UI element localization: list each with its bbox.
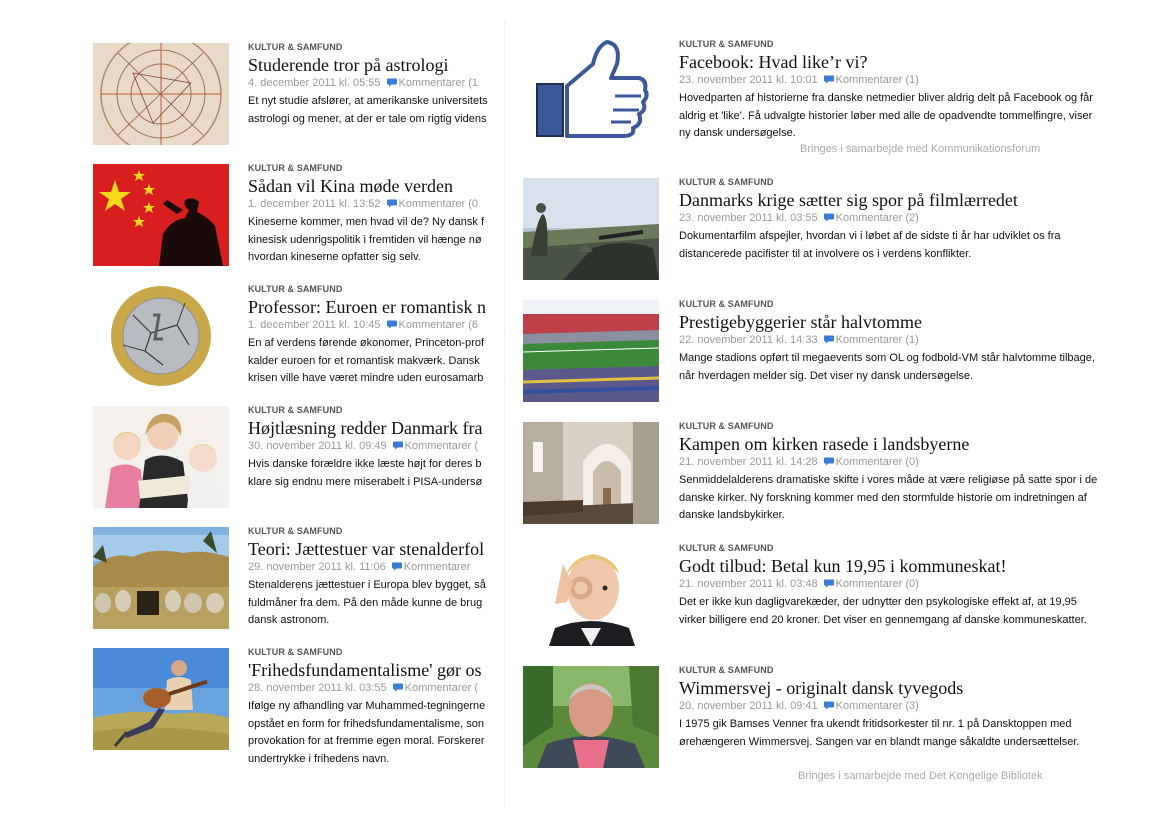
- article-thumbnail-cracked-euro-coin[interactable]: [93, 285, 229, 387]
- article-meta: [248, 318, 486, 332]
- teaser-line: Ifølge ny afhandling var Muhammed-tegningerne: [248, 700, 486, 712]
- article-meta: [248, 76, 488, 90]
- article-meta: [679, 699, 1099, 713]
- article-category: KULTUR & SAMFUND: [679, 543, 774, 553]
- speech-bubble-icon: [824, 75, 834, 84]
- comments-link[interactable]: Kommentarer (: [404, 682, 478, 694]
- article-date: 21. november 2011 kl. 03:48: [679, 578, 818, 590]
- teaser-line: dansk astronom.: [248, 614, 330, 626]
- partner-credit: Bringes i samarbejde med Kommunikationsforum: [800, 143, 1041, 155]
- article-thumbnail-guitar-player[interactable]: [93, 648, 229, 750]
- teaser-line: Hvis danske forældre ikke læste højt for deres b: [248, 458, 482, 470]
- speech-bubble-icon: [824, 335, 834, 344]
- comments-link[interactable]: Kommentarer (1: [398, 77, 478, 89]
- teaser-line: klare sig endnu mere miserabelt i PISA-undersø: [248, 475, 483, 488]
- comments-link[interactable]: Kommentarer (0: [398, 198, 478, 210]
- teaser-line: opstået en form for frihedsfundamentalisme, son: [248, 717, 485, 730]
- article-meta: [248, 681, 485, 695]
- speech-bubble-icon: [824, 213, 834, 222]
- right-article-column: [504, 0, 1124, 827]
- article-title-link[interactable]: Sådan vil Kina møde verden: [248, 176, 453, 196]
- teaser-line: Kineserne kommer, men hvad vil de? Ny dansk f: [248, 216, 485, 228]
- teaser-line: astrologi og mener, at der er tale om rigtig videns: [248, 112, 487, 125]
- article-meta: [248, 197, 484, 211]
- teaser-line: En af verdens førende økonomer, Princeton-prof: [248, 337, 485, 349]
- comments-link[interactable]: Kommentarer (0): [835, 456, 919, 468]
- article-thumbnail-facebook-like-thumb[interactable]: [523, 40, 659, 142]
- article-title-link[interactable]: 'Frihedsfundamentalisme' gør os: [248, 660, 482, 680]
- speech-bubble-icon: [824, 457, 834, 466]
- article-title-link[interactable]: Danmarks krige sætter sig spor på filmlærredet: [679, 190, 1018, 210]
- teaser-line: undertrykke i frihedens navn.: [248, 752, 390, 765]
- article-category: KULTUR & SAMFUND: [679, 39, 774, 49]
- teaser-line: fuldmåner fra dem. På den måde kunne de brug: [248, 596, 483, 609]
- article-thumbnail-stadium[interactable]: [523, 300, 659, 402]
- teaser-line: krisen ville have været mindre uden eurosamarb: [248, 372, 484, 384]
- article-thumbnail-family-reading[interactable]: [93, 406, 229, 508]
- speech-bubble-icon: [387, 78, 397, 87]
- article-category: KULTUR & SAMFUND: [248, 284, 343, 294]
- article-category: KULTUR & SAMFUND: [679, 299, 774, 309]
- article-meta: [679, 211, 1099, 225]
- article-title-link[interactable]: Kampen om kirken rasede i landsbyerne: [679, 434, 970, 454]
- article-category: KULTUR & SAMFUND: [248, 526, 343, 536]
- speech-bubble-icon: [824, 579, 834, 588]
- teaser-line: provokation for at fremme egen moral. Forskerer: [248, 735, 485, 747]
- article-thumbnail-man-ok-gesture[interactable]: [523, 544, 659, 646]
- comments-link[interactable]: Kommentarer: [403, 561, 471, 573]
- article-category: KULTUR & SAMFUND: [679, 177, 774, 187]
- partner-credit: Bringes i samarbejde med Det Kongelige Bibliotek: [798, 770, 1043, 782]
- article-date: 20. november 2011 kl. 09:41: [679, 700, 818, 712]
- article-date: 1. december 2011 kl. 10:45: [248, 319, 381, 331]
- article-teaser: [248, 214, 484, 267]
- speech-bubble-icon: [824, 701, 834, 710]
- article-meta: [679, 73, 1099, 87]
- article-title-link[interactable]: Godt tilbud: Betal kun 19,95 i kommuneskat!: [679, 556, 1007, 576]
- article-date: 22. november 2011 kl. 14:33: [679, 334, 818, 346]
- article-date: 1. december 2011 kl. 13:52: [248, 198, 381, 210]
- speech-bubble-icon: [387, 320, 397, 329]
- article-title-link[interactable]: Professor: Euroen er romantisk n: [248, 297, 486, 317]
- comments-link[interactable]: Kommentarer (2): [835, 212, 919, 224]
- speech-bubble-icon: [393, 441, 403, 450]
- teaser-line: kalder euroen for et romantisk makværk. Dansk: [248, 354, 480, 367]
- comments-link[interactable]: Kommentarer (: [404, 440, 478, 452]
- article-title-link[interactable]: Højtlæsning redder Danmark fra: [248, 418, 483, 438]
- article-date: 23. november 2011 kl. 10:01: [679, 74, 818, 86]
- article-title-link[interactable]: Studerende tror på astrologi: [248, 55, 449, 75]
- article-meta: [679, 455, 1099, 469]
- article-category: KULTUR & SAMFUND: [679, 665, 774, 675]
- article-date: 28. november 2011 kl. 03:55: [248, 682, 387, 694]
- article-teaser: Senmiddelalderens dramatiske skifte i vores måde at være religiøse på satte spor i de danske kirker. Ny forskning kommer med den stormfulde historie om indretningen af danske landsbykirker.: [679, 474, 1098, 521]
- comments-link[interactable]: Kommentarer (3): [835, 700, 919, 712]
- article-teaser: [248, 335, 486, 388]
- article-teaser: I 1975 gik Bamses Venner fra ukendt fritidsorkester til nr. 1 på Dansktoppen med ørehængeren Wimmersvej. Sangen var en blandt mange såkaldte undersættelser.: [679, 718, 1080, 748]
- article-thumbnail-astrology-chart[interactable]: [93, 43, 229, 145]
- article-category: KULTUR & SAMFUND: [248, 163, 343, 173]
- article-date: 4. december 2011 kl. 05:55: [248, 77, 381, 89]
- article-meta: [679, 577, 1099, 591]
- speech-bubble-icon: [392, 562, 402, 571]
- comments-link[interactable]: Kommentarer (1): [835, 74, 919, 86]
- article-category: KULTUR & SAMFUND: [248, 42, 343, 52]
- article-meta: [248, 439, 482, 453]
- article-category: KULTUR & SAMFUND: [679, 421, 774, 431]
- article-thumbnail-church-interior[interactable]: [523, 422, 659, 524]
- speech-bubble-icon: [393, 683, 403, 692]
- article-thumbnail-china-flag[interactable]: [93, 164, 229, 266]
- article-teaser: [248, 577, 486, 630]
- article-date: 29. november 2011 kl. 11:06: [248, 561, 386, 573]
- article-category: KULTUR & SAMFUND: [248, 405, 343, 415]
- article-date: 21. november 2011 kl. 14:28: [679, 456, 818, 468]
- article-teaser: Dokumentarfilm afspejler, hvordan vi i løbet af de sidste ti år har udviklet os fra distancerede pacifister til at involvere os i verdens konflikter.: [679, 230, 1061, 260]
- speech-bubble-icon: [387, 199, 397, 208]
- article-title-link[interactable]: Wimmersvej - originalt dansk tyvegods: [679, 678, 964, 698]
- teaser-line: Et nyt studie afslører, at amerikanske universitets: [248, 95, 488, 107]
- article-thumbnail-soldiers[interactable]: [523, 178, 659, 280]
- article-teaser: Hovedparten af historierne fra danske netmedier bliver aldrig delt på Facebook og får aldrig et 'like'. Få udvalgte historier løber med alle de opadvendte tommelfingre, viser ny dansk undersøgelse.: [679, 92, 1093, 139]
- article-teaser: [248, 93, 488, 128]
- article-thumbnail-man-pink-shirt[interactable]: [523, 666, 659, 768]
- article-teaser: [248, 698, 485, 768]
- comments-link[interactable]: Kommentarer (6: [398, 319, 478, 331]
- article-teaser: Mange stadions opført til megaevents som OL og fodbold-VM står halvtomme tilbage, når hverdagen melder sig. Det viser ny dansk undersøgelse.: [679, 352, 1095, 382]
- article-meta: [248, 560, 486, 574]
- article-category: KULTUR & SAMFUND: [248, 647, 343, 657]
- article-teaser: Det er ikke kun dagligvarekæder, der udnytter den psykologiske effekt af, at 19,95 virker billigere end 20 kroner. Det viser en gennemgang af danske kommuneskatter.: [679, 596, 1087, 626]
- article-date: 23. november 2011 kl. 03:55: [679, 212, 818, 224]
- article-title-link[interactable]: Teori: Jættestuer var stenalderfol: [248, 539, 485, 559]
- teaser-line: hvordan kineserne opfatter sig selv.: [248, 251, 421, 263]
- comments-link[interactable]: Kommentarer (0): [835, 578, 919, 590]
- article-thumbnail-passage-grave[interactable]: [93, 527, 229, 629]
- article-title-link[interactable]: Prestigebyggerier står halvtomme: [679, 312, 922, 332]
- article-meta: [679, 333, 1099, 347]
- comments-link[interactable]: Kommentarer (1): [835, 334, 919, 346]
- left-article-column: [93, 0, 503, 827]
- article-teaser: [248, 456, 482, 491]
- article-title-link[interactable]: Facebook: Hvad like’r vi?: [679, 52, 868, 72]
- teaser-line: Stenalderens jættestuer i Europa blev bygget, så: [248, 579, 486, 591]
- teaser-line: kinesisk udenrigspolitik i fremtiden vil hænge nø: [248, 233, 482, 246]
- article-date: 30. november 2011 kl. 09:49: [248, 440, 387, 452]
